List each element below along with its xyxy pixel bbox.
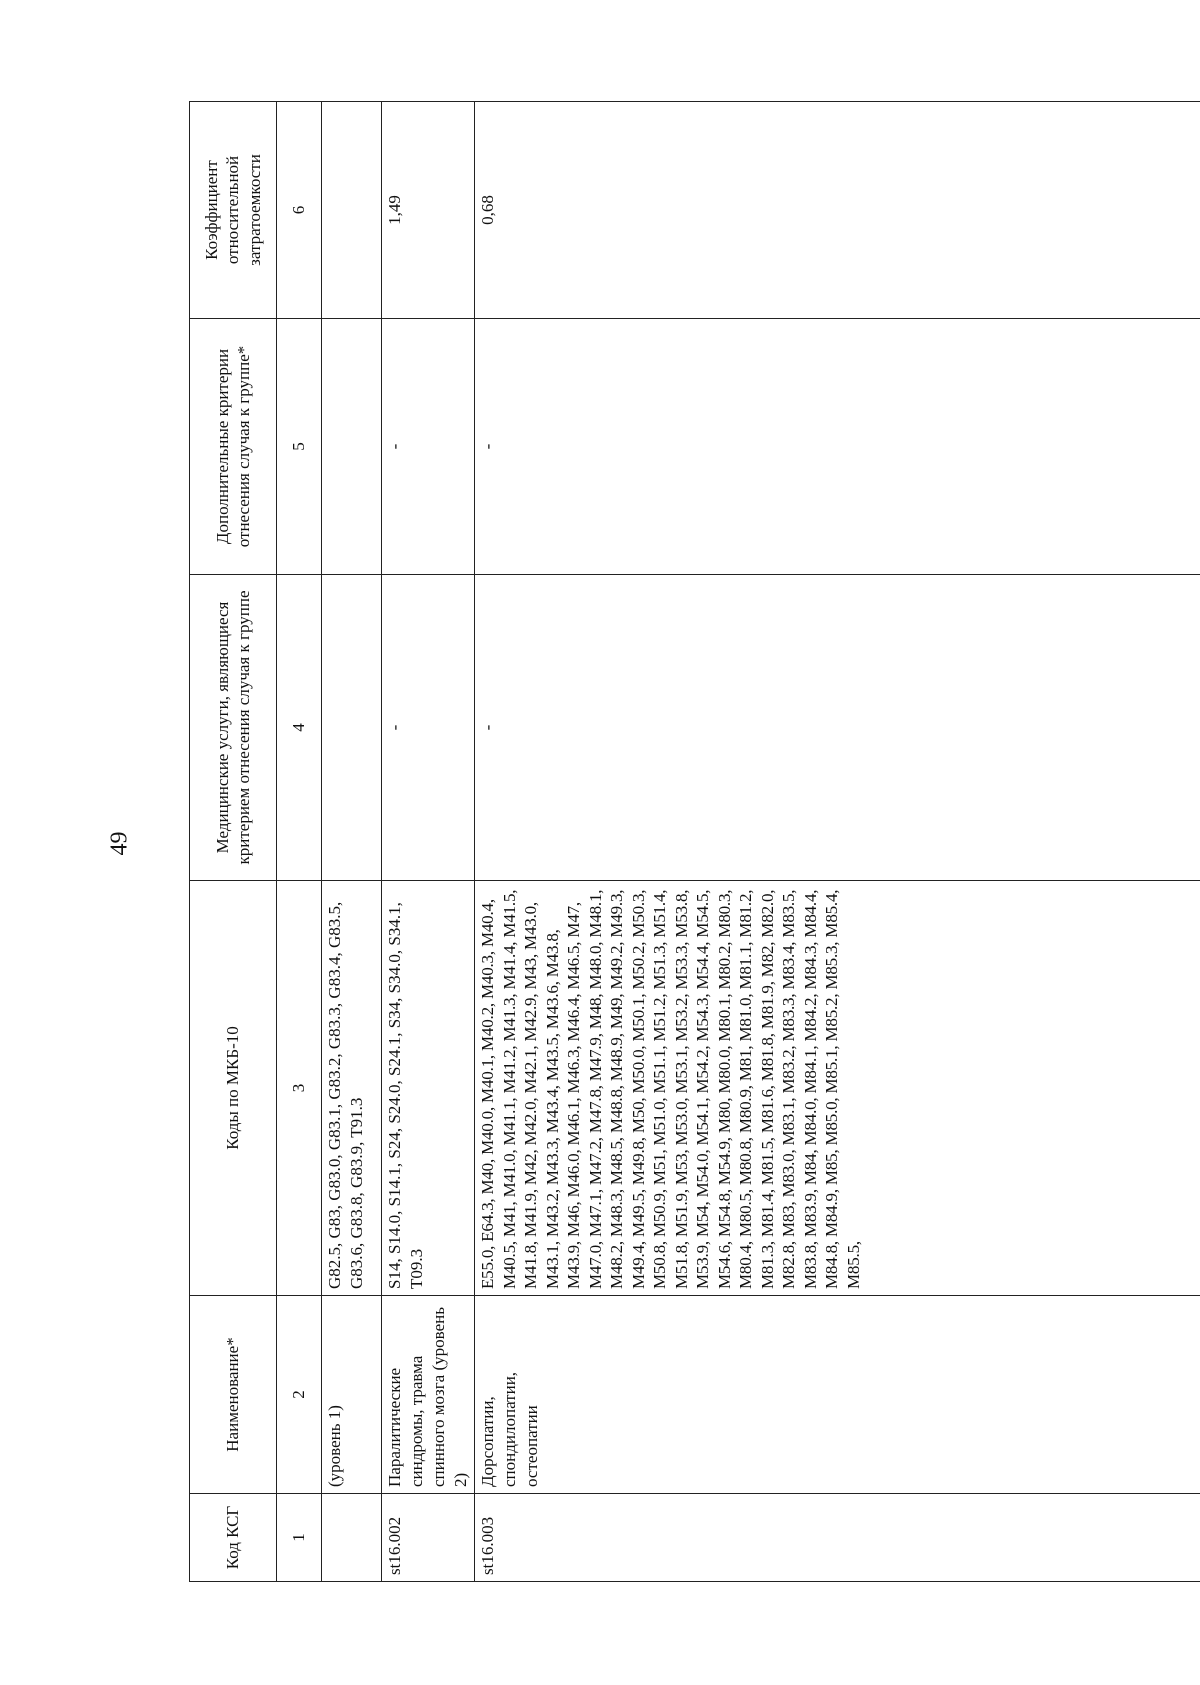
criteria-cell: - <box>382 319 475 575</box>
icd-codes-cell: G82.5, G83, G83.0, G83.1, G83.2, G83.3, G83.4, G83.5, G83.6, G83.8, G83.9, T91.3 <box>322 881 382 1296</box>
name-cell: Паралитические синдромы, травма спинного мозга (уровень 2) <box>382 1296 475 1494</box>
header-medical-services: Медицинские услуги, являющиеся критерием отнесения случая к группе <box>190 575 277 881</box>
header-ksg-code: Код КСГ <box>190 1494 277 1582</box>
icd-codes-cell: E55.0, E64.3, M40, M40.0, M40.1, M40.2, M40.3, M40.4, M40.5, M41, M41.0, M41.1, M41.2, M41.3, M41.4, M41.5, M41.8, M41.9, M42, M42.0, M42.1, M42.9, M43, M43.0, M43.1, M43.2, M43.3, M43.4, M43.5, M43.6, M43.8, M43.9, M46, M46.0, M46.1, M46.3, M46.4, M46.5, M47, M47.0, M47.1, M47.2, M47.8, M47.9, M48, M48.0, M48.1, M48.2, M48.3, M48.5, M48.8, M48.9, M49, M49.2, M49.3, M49.4, M49.5, M49.8, M50, M50.0, M50.1, M50.2, M50.3, M50.8, M50.9, M51, M51.0, M51.1, M51.2, M51.3, M51.4, M51.8, M51.9, M53, M53.0, M53.1, M53.2, M53.3, M53.8, M53.9, M54, M54.0, M54.1, M54.2, M54.3, M54.4, M54.5, M54.6, M54.8, M54.9, M80, M80.0, M80.1, M80.2, M80.3, M80.4, M80.5, M80.8, M80.9, M81, M81.0, M81.1, M81.2, M81.3, M81.4, M81.5, M81.6, M81.8, M81.9, M82, M82.0, M82.8, M83, M83.0, M83.1, M83.2, M83.3, M83.4, M83.5, M83.8, M83.9, M84, M84.0, M84.1, M84.2, M84.3, M84.4, M84.8, M84.9, M85, M85.0, M85.1, M85.2, M85.3, M85.4, M85.5, <box>475 881 1200 1296</box>
ksg-table <box>189 101 1200 1582</box>
header-cost-coefficient: Коэффициент относительной затратоемкости <box>190 102 277 319</box>
column-number: 6 <box>277 102 322 319</box>
column-number: 4 <box>277 575 322 881</box>
page-number: 49 <box>106 831 133 856</box>
ksg-code-cell: st16.002 <box>382 1494 475 1582</box>
table-row <box>382 102 475 1582</box>
coefficient-cell: 1,49 <box>382 102 475 319</box>
ksg-code-cell <box>322 1494 382 1582</box>
criteria-cell: - <box>475 319 1200 575</box>
header-icd-codes: Коды по МКБ-10 <box>190 881 277 1296</box>
table-row <box>322 102 382 1582</box>
column-number-row <box>277 102 322 1582</box>
table-row <box>475 102 1200 1582</box>
services-cell: - <box>475 575 1200 881</box>
column-number: 5 <box>277 319 322 575</box>
column-number: 2 <box>277 1296 322 1494</box>
coefficient-cell <box>322 102 382 319</box>
header-additional-criteria: Дополнительные критерии отнесения случая к группе* <box>190 319 277 575</box>
name-cell: Дорсопатии, спондилопатии, остеопатии <box>475 1296 1200 1494</box>
column-number: 3 <box>277 881 322 1296</box>
coefficient-cell: 0,68 <box>475 102 1200 319</box>
name-cell: (уровень 1) <box>322 1296 382 1494</box>
criteria-cell <box>322 319 382 575</box>
table-rotated-container <box>189 102 1129 1582</box>
header-name: Наименование* <box>190 1296 277 1494</box>
services-cell <box>322 575 382 881</box>
column-number: 1 <box>277 1494 322 1582</box>
header-row <box>190 102 277 1582</box>
icd-codes-cell: S14, S14.0, S14.1, S24, S24.0, S24.1, S34, S34.0, S34.1, T09.3 <box>382 881 475 1296</box>
ksg-code-cell: st16.003 <box>475 1494 1200 1582</box>
services-cell: - <box>382 575 475 881</box>
